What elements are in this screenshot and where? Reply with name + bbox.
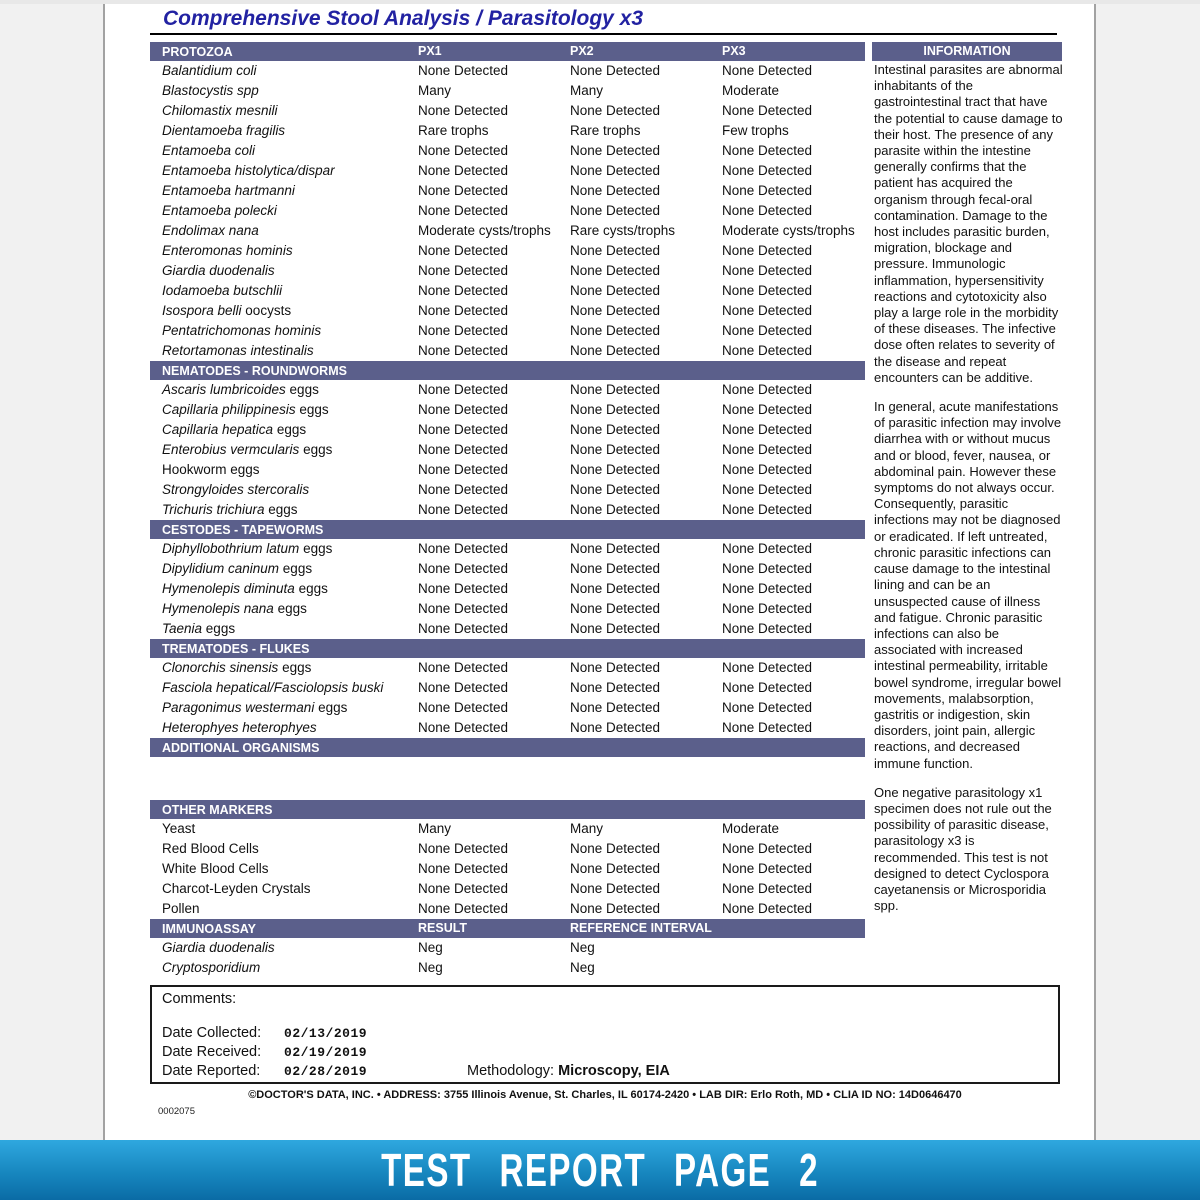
organism-name: Taenia eggs (162, 621, 236, 636)
result-value: None Detected (418, 303, 509, 318)
organism-name: Entamoeba histolytica/dispar (162, 163, 335, 178)
section-title: CESTODES - TAPEWORMS (162, 523, 324, 537)
organism-name: Heterophyes heterophyes (162, 720, 317, 735)
result-value: None Detected (570, 203, 661, 218)
result-value: Neg (418, 960, 443, 975)
section-header-protozoa (150, 42, 865, 61)
result-value: Many (418, 821, 452, 836)
table-row (150, 161, 865, 181)
table-row (150, 938, 865, 958)
page-title: Comprehensive Stool Analysis / Parasitology x3 (163, 7, 644, 30)
organism-name: Balantidium coli (162, 63, 257, 78)
result-value: None Detected (722, 601, 813, 616)
result-value: None Detected (570, 601, 661, 616)
result-value: None Detected (418, 143, 509, 158)
result-value: Moderate cysts/trophs (418, 223, 551, 238)
table-row (150, 221, 865, 241)
organism-name: Hookworm eggs (162, 462, 260, 477)
result-value: None Detected (418, 881, 509, 896)
result-value: Many (570, 821, 604, 836)
result-value: None Detected (722, 901, 813, 916)
results-table (150, 42, 865, 978)
result-value: None Detected (570, 343, 661, 358)
result-value: None Detected (570, 462, 661, 477)
section-header-nematodes-roundworms (150, 361, 865, 380)
date-reported-value: 02/28/2019 (284, 1064, 368, 1079)
section-title: PROTOZOA (162, 45, 233, 59)
table-row (150, 619, 865, 639)
date-collected-row (162, 1025, 367, 1041)
result-value: None Detected (418, 720, 509, 735)
organism-name: Trichuris trichiura eggs (162, 502, 298, 517)
result-value: Moderate (722, 83, 780, 98)
result-value: None Detected (418, 442, 509, 457)
organism-name: Enteromonas hominis (162, 243, 293, 258)
table-row (150, 400, 865, 420)
section-title: NEMATODES - ROUNDWORMS (162, 364, 347, 378)
organism-name: Paragonimus westermani eggs (162, 700, 348, 715)
result-value: None Detected (722, 343, 813, 358)
methodology-label: Methodology: (467, 1063, 555, 1079)
result-value: None Detected (570, 263, 661, 278)
result-value: None Detected (570, 561, 661, 576)
result-value: None Detected (722, 303, 813, 318)
table-row (150, 819, 865, 839)
information-paragraph: One negative parasitology x1 specimen does not rule out the possibility of parasitic disease, parasitology x3 is recommended. This test is not designed to detect Cyclospora cayetanensis or Microsporidia spp. (874, 784, 1052, 914)
result-value: None Detected (722, 263, 813, 278)
result-value: None Detected (418, 63, 509, 78)
result-value: None Detected (418, 263, 509, 278)
table-row (150, 101, 865, 121)
date-collected-label: Date Collected: (162, 1025, 262, 1041)
result-value: None Detected (570, 541, 661, 556)
section-header-other-markers (150, 800, 865, 819)
result-value: None Detected (418, 283, 509, 298)
date-reported-label: Date Reported: (162, 1063, 261, 1079)
result-value: Neg (418, 940, 443, 955)
section-header-additional-organisms (150, 738, 865, 757)
organism-name: Giardia duodenalis (162, 263, 275, 278)
table-row (150, 301, 865, 321)
result-value: None Detected (722, 680, 813, 695)
table-row (150, 181, 865, 201)
page-top-edge (0, 0, 1200, 4)
result-value: None Detected (418, 561, 509, 576)
result-value: None Detected (418, 462, 509, 477)
organism-name: Capillaria philippinesis eggs (162, 402, 329, 417)
result-value: None Detected (418, 901, 509, 916)
result-value: None Detected (722, 422, 813, 437)
result-value: None Detected (418, 601, 509, 616)
result-value: None Detected (418, 163, 509, 178)
organism-name: Retortamonas intestinalis (162, 343, 314, 358)
result-value: None Detected (722, 561, 813, 576)
column-header: PX1 (418, 44, 442, 58)
date-received-row (162, 1044, 367, 1060)
date-reported-row (162, 1063, 367, 1079)
methodology-value: Microscopy, EIA (558, 1063, 670, 1079)
comments-box (150, 985, 1060, 1084)
result-value: None Detected (722, 183, 813, 198)
result-value: None Detected (722, 660, 813, 675)
result-value: None Detected (570, 502, 661, 517)
organism-name: Hymenolepis diminuta eggs (162, 581, 328, 596)
table-row (150, 380, 865, 400)
result-value: None Detected (418, 422, 509, 437)
organism-name: Clonorchis sinensis eggs (162, 660, 312, 675)
information-paragraph: Intestinal parasites are abnormal inhabitants of the gastrointestinal tract that have the potential to cause damage to their host. The presence of any parasite within the intestine generally confirms that the patient has acquired the organism through fecal-oral contamination. Damage to the host includes parasitic burden, migration, blockage and pressure. Immunologic inflammation, hypersensitivity reactions and cytotoxicity also play a large role in the morbidity of these diseases. The infective dose often relates to severity of the disease and repeat encounters can be additive. (874, 62, 1063, 385)
table-row (150, 201, 865, 221)
table-row (150, 958, 865, 978)
organism-name: Pollen (162, 901, 200, 916)
result-value: None Detected (570, 700, 661, 715)
result-value: None Detected (722, 482, 813, 497)
table-row (150, 61, 865, 81)
column-header: PX2 (570, 44, 594, 58)
result-value: Neg (570, 960, 595, 975)
result-value: None Detected (722, 203, 813, 218)
result-value: None Detected (570, 660, 661, 675)
column-header: REFERENCE INTERVAL (570, 921, 712, 935)
organism-name: Chilomastix mesnili (162, 103, 278, 118)
result-value: None Detected (722, 621, 813, 636)
table-row (150, 341, 865, 361)
result-value: None Detected (570, 841, 661, 856)
result-value: None Detected (418, 482, 509, 497)
table-row (150, 261, 865, 281)
result-value: None Detected (570, 382, 661, 397)
result-value: None Detected (722, 861, 813, 876)
result-value: None Detected (418, 502, 509, 517)
result-value: None Detected (722, 143, 813, 158)
section-title: IMMUNOASSAY (162, 922, 256, 936)
table-row (150, 678, 865, 698)
organism-name: Giardia duodenalis (162, 940, 275, 955)
result-value: None Detected (570, 63, 661, 78)
table-row (150, 500, 865, 520)
table-row (150, 698, 865, 718)
methodology-row (467, 1063, 670, 1079)
table-row (150, 539, 865, 559)
table-row (150, 718, 865, 738)
result-value: None Detected (722, 462, 813, 477)
result-value: None Detected (570, 243, 661, 258)
column-header: PX3 (722, 44, 746, 58)
banner-text: TEST REPORT PAGE 2 (381, 1144, 819, 1196)
table-row (150, 839, 865, 859)
table-row (150, 420, 865, 440)
result-value: None Detected (722, 442, 813, 457)
result-value: None Detected (418, 700, 509, 715)
result-value: None Detected (570, 861, 661, 876)
result-value: Rare cysts/trophs (570, 223, 676, 238)
table-row (150, 480, 865, 500)
result-value: None Detected (570, 143, 661, 158)
result-value: None Detected (722, 700, 813, 715)
result-value: None Detected (722, 581, 813, 596)
date-received-value: 02/19/2019 (284, 1045, 368, 1060)
information-text (874, 62, 1063, 927)
table-row (150, 599, 865, 619)
result-value: None Detected (418, 183, 509, 198)
result-value: None Detected (418, 323, 509, 338)
result-value: None Detected (418, 103, 509, 118)
organism-name: Enterobius vermcularis eggs (162, 442, 333, 457)
result-value: None Detected (570, 482, 661, 497)
result-value: None Detected (570, 621, 661, 636)
organism-name: Diphyllobothrium latum eggs (162, 541, 333, 556)
section-title: ADDITIONAL ORGANISMS (162, 741, 320, 755)
result-value: None Detected (418, 680, 509, 695)
result-value: None Detected (418, 660, 509, 675)
lab-footer: ©DOCTOR'S DATA, INC. • ADDRESS: 3755 Illinois Avenue, St. Charles, IL 60174-2420 • LAB DIR: Erlo Roth, MD • CLIA ID NO: 14D0646470 (248, 1089, 962, 1101)
result-value: None Detected (570, 720, 661, 735)
result-value: None Detected (722, 163, 813, 178)
result-value: Rare trophs (418, 123, 489, 138)
table-row (150, 81, 865, 101)
table-row (150, 281, 865, 301)
organism-name: Fasciola hepatical/Fasciolopsis buski (162, 680, 384, 695)
table-row (150, 121, 865, 141)
result-value: None Detected (570, 881, 661, 896)
result-value: None Detected (722, 841, 813, 856)
organism-name: Entamoeba hartmanni (162, 183, 295, 198)
result-value: None Detected (418, 621, 509, 636)
date-collected-value: 02/13/2019 (284, 1026, 368, 1041)
organism-name: Hymenolepis nana eggs (162, 601, 307, 616)
organism-name: Capillaria hepatica eggs (162, 422, 307, 437)
organism-name: Endolimax nana (162, 223, 259, 238)
organism-name: Yeast (162, 821, 196, 836)
result-value: None Detected (570, 323, 661, 338)
section-title: OTHER MARKERS (162, 803, 273, 817)
result-value: None Detected (722, 402, 813, 417)
result-value: None Detected (570, 422, 661, 437)
result-value: None Detected (570, 680, 661, 695)
comments-label: Comments: (162, 991, 237, 1007)
column-header: RESULT (418, 921, 468, 935)
result-value: None Detected (722, 502, 813, 517)
result-value: None Detected (722, 541, 813, 556)
table-row (150, 579, 865, 599)
result-value: None Detected (418, 402, 509, 417)
table-row (150, 899, 865, 919)
table-row (150, 859, 865, 879)
result-value: None Detected (722, 283, 813, 298)
result-value: None Detected (418, 841, 509, 856)
result-value: None Detected (570, 402, 661, 417)
section-header-immunoassay (150, 919, 865, 938)
table-row (150, 658, 865, 678)
result-value: None Detected (570, 103, 661, 118)
table-row (150, 460, 865, 480)
result-value: None Detected (418, 243, 509, 258)
result-value: None Detected (570, 303, 661, 318)
result-value: None Detected (570, 163, 661, 178)
result-value: Moderate (722, 821, 780, 836)
table-row (150, 321, 865, 341)
information-header: INFORMATION (872, 42, 1062, 61)
result-value: None Detected (418, 203, 509, 218)
result-value: None Detected (418, 861, 509, 876)
organism-name: Isospora belli oocysts (162, 303, 292, 318)
result-value: None Detected (418, 382, 509, 397)
organism-name: Dientamoeba fragilis (162, 123, 286, 138)
organism-name: Entamoeba coli (162, 143, 256, 158)
organism-name: Blastocystis spp (162, 83, 259, 98)
result-value: None Detected (570, 581, 661, 596)
result-value: None Detected (570, 183, 661, 198)
organism-name: Iodamoeba butschlii (162, 283, 283, 298)
result-value: None Detected (722, 323, 813, 338)
information-paragraph: In general, acute manifestations of parasitic infection may involve diarrhea with or without mucus and or blood, fever, nausea, or abdominal pain. However these symptoms do not always occur. Consequently, parasitic infections may not be diagnosed or eradicated. If left untreated, chronic parasitic infections can cause damage to the intestinal lining and can be an unsuspected cause of illness and fatigue. Chronic parasitic infections can also be associated with increased intestinal permeability, irritable bowel syndrome, irregular bowel movements, malabsorption, gastritis or indigestion, skin disorders, joint pain, allergic reactions, and decreased immune function. (874, 399, 1062, 771)
date-received-label: Date Received: (162, 1044, 262, 1060)
result-value: None Detected (722, 881, 813, 896)
section-header-trematodes-flukes (150, 639, 865, 658)
result-value: Neg (570, 940, 595, 955)
organism-name: Pentatrichomonas hominis (162, 323, 322, 338)
organism-name: Red Blood Cells (162, 841, 259, 856)
organism-name: Charcot-Leyden Crystals (162, 881, 311, 896)
table-row (150, 141, 865, 161)
result-value: Few trophs (722, 123, 789, 138)
title-underline (150, 33, 1057, 35)
organism-name: Strongyloides stercoralis (162, 482, 310, 497)
result-value: None Detected (722, 382, 813, 397)
table-row (150, 440, 865, 460)
organism-name: Entamoeba polecki (162, 203, 277, 218)
table-row (150, 879, 865, 899)
result-value: Rare trophs (570, 123, 641, 138)
organism-name: White Blood Cells (162, 861, 269, 876)
result-value: None Detected (418, 343, 509, 358)
result-value: Many (418, 83, 452, 98)
result-value: None Detected (418, 541, 509, 556)
organism-name: Dipylidium caninum eggs (162, 561, 313, 576)
organism-name: Ascaris lumbricoides eggs (162, 382, 319, 397)
result-value: None Detected (570, 283, 661, 298)
organism-name: Cryptosporidium (162, 960, 261, 975)
table-row (150, 241, 865, 261)
result-value: Many (570, 83, 604, 98)
section-title: TREMATODES - FLUKES (162, 642, 310, 656)
result-value: None Detected (722, 103, 813, 118)
result-value: None Detected (722, 63, 813, 78)
section-header-cestodes-tapeworms (150, 520, 865, 539)
document-number: 0002075 (158, 1106, 195, 1117)
result-value: None Detected (418, 581, 509, 596)
test-report-banner (0, 1140, 1200, 1200)
result-value: None Detected (570, 442, 661, 457)
result-value: Moderate cysts/trophs (722, 223, 855, 238)
result-value: None Detected (722, 243, 813, 258)
table-row (150, 559, 865, 579)
result-value: None Detected (570, 901, 661, 916)
result-value: None Detected (722, 720, 813, 735)
